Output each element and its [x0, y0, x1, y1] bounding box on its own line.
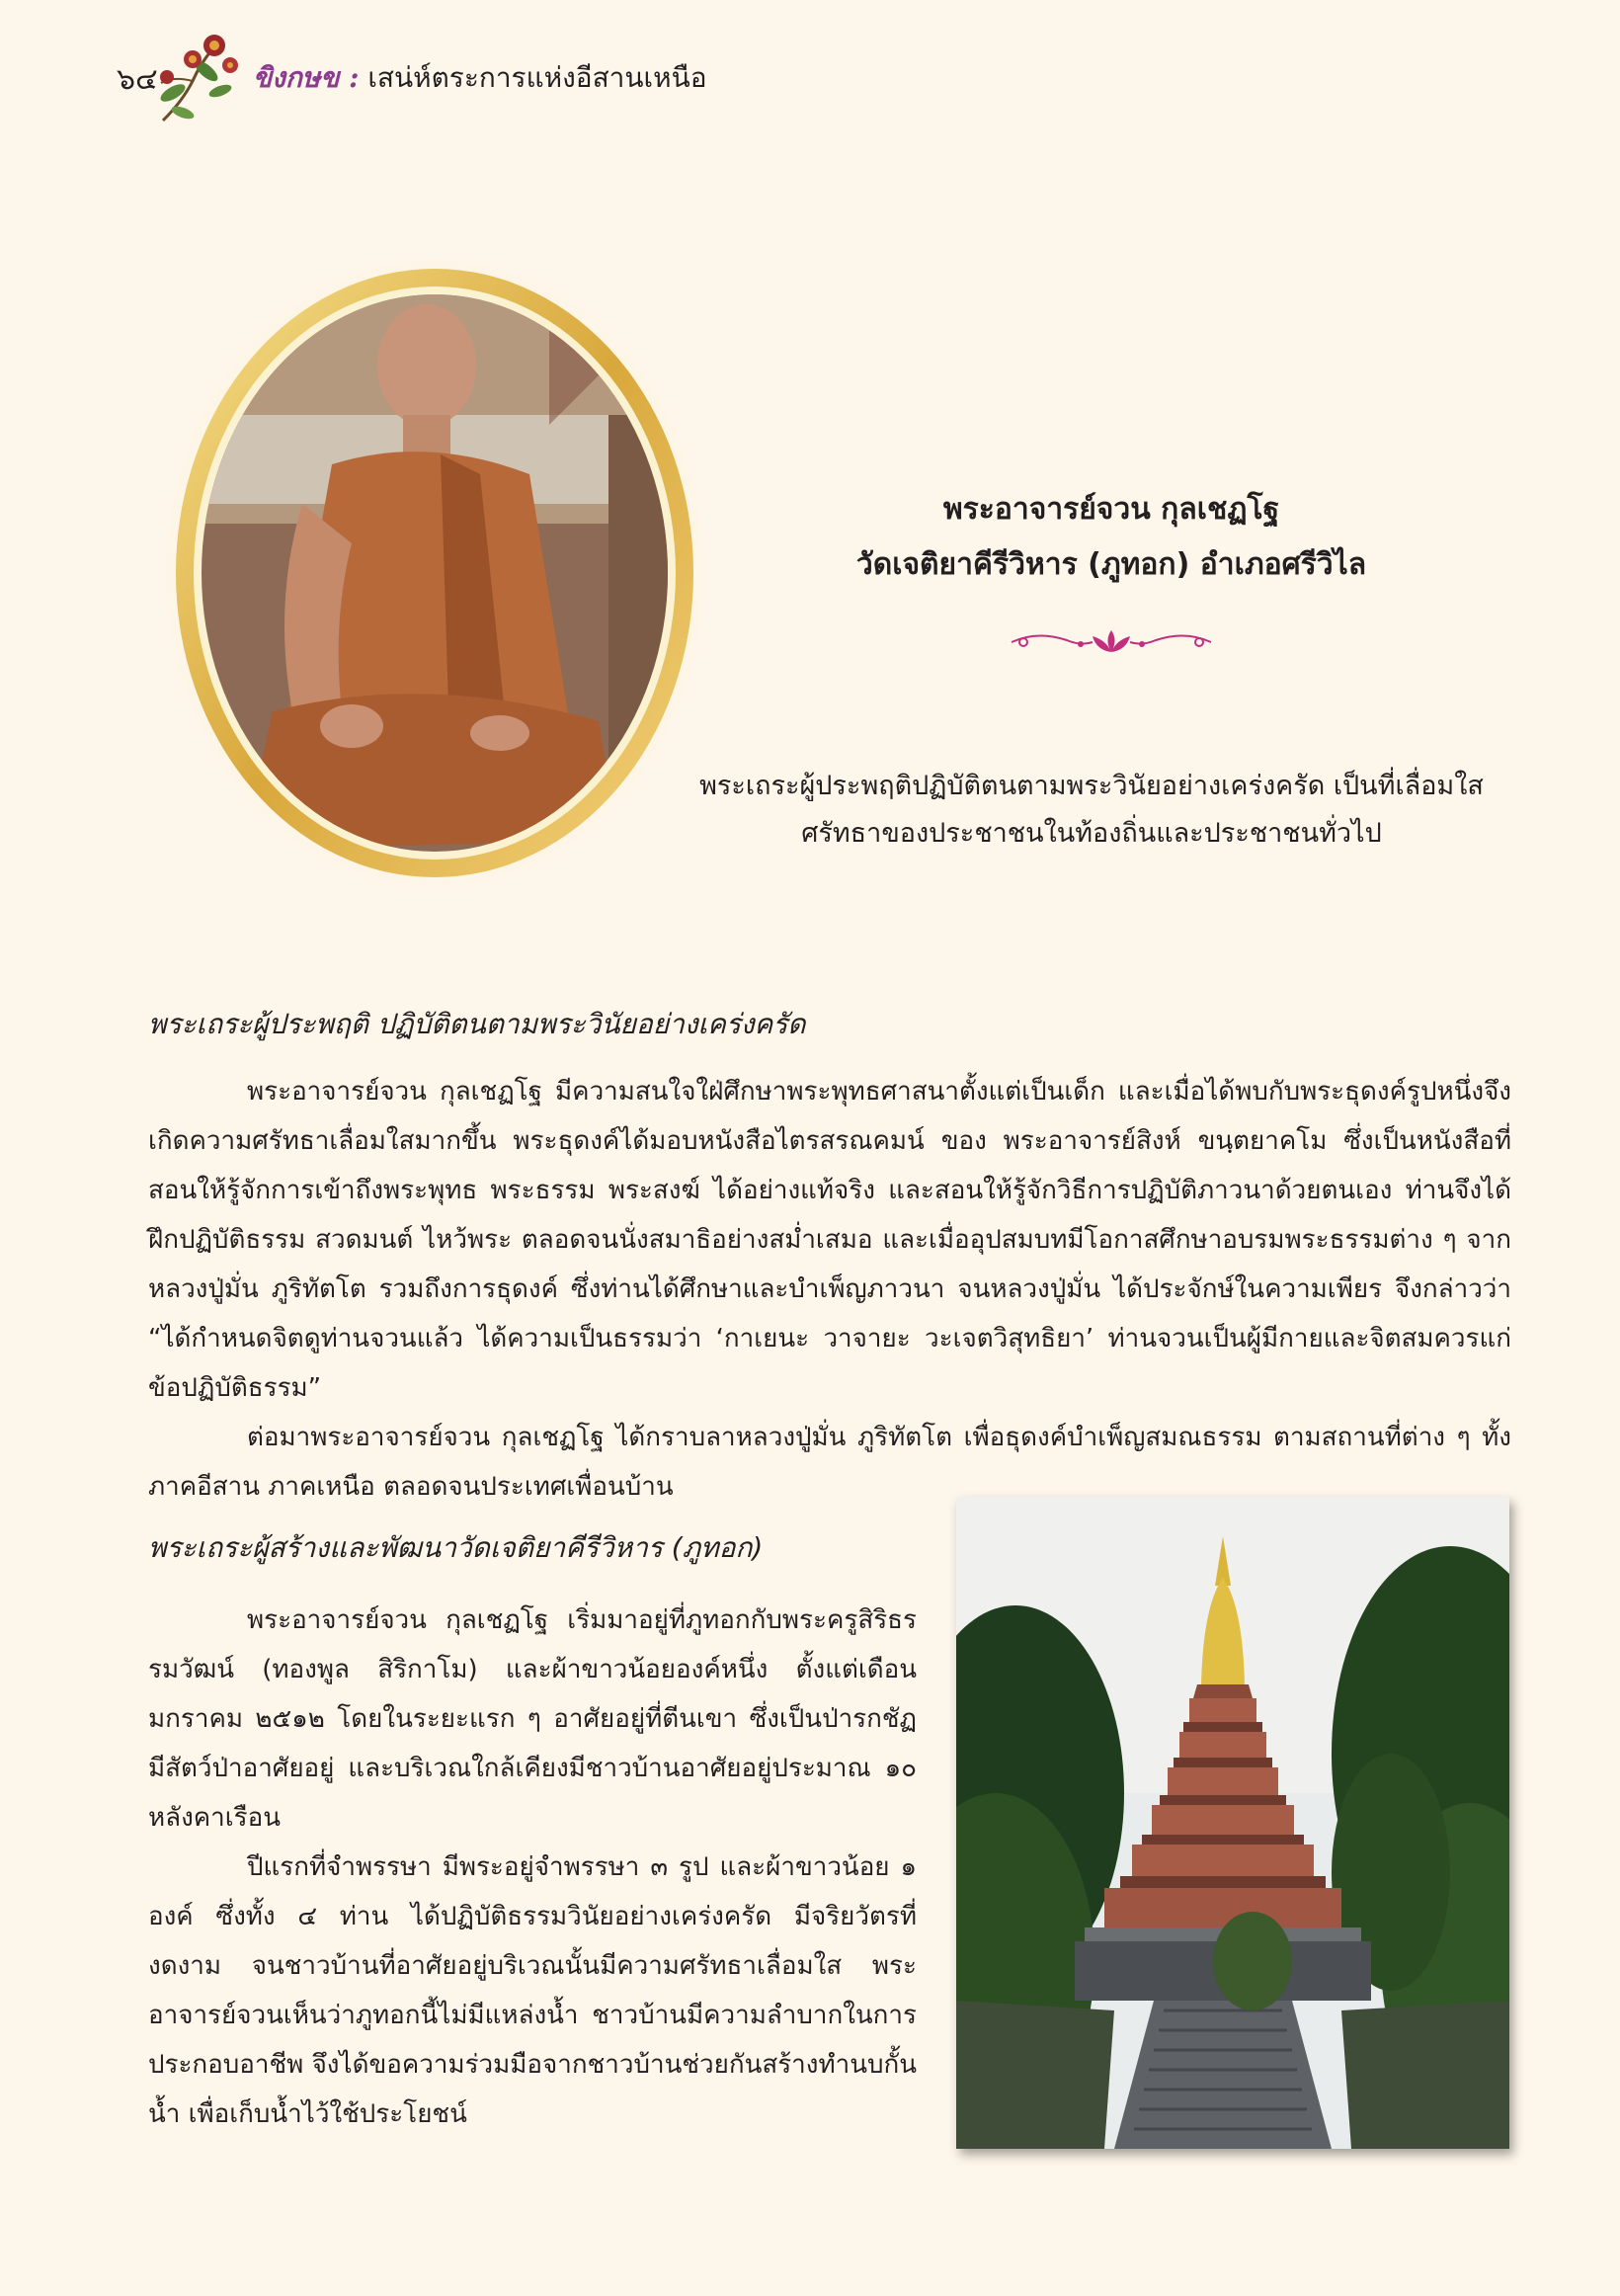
section-2-heading: พระเถระผู้สร้างและพัฒนาวัดเจติยาคีรีวิหาร (ภูทอก): [148, 1531, 764, 1564]
section-2-paragraph-2: ปีแรกที่จำพรรษา มีพระอยู่จำพรรษา ๓ รูป และผ้าขาวน้อย ๑ องค์ ซึ่งทั้ง ๔ ท่าน ได้ปฏิบัติธรรมวินัยอย่างเคร่งครัด มีจริยวัตรที่งดงาม จนชาวบ้านที่อาศัยอยู่บริเวณนั้นมีความศรัทธาเลื่อมใส พระอาจารย์จวนเห็นว่าภูทอกนี้ไม่มีแหล่งน้ำ ชาวบ้านมีความลำบากในการประกอบอาชีพ จึงได้ขอความร่วมมือจากชาวบ้านช่วยกันสร้างทำนบกั้นน้ำ เพื่อเก็บน้ำไว้ใช้ประโยชน์: [148, 1852, 917, 2129]
section-1-paragraph-2: ต่อมาพระอาจารย์จวน กุลเชฏโฐ ได้กราบลาหลวงปู่มั่น ภูริทัตโต เพื่อธุดงค์บำเพ็ญสมณธรรม ตามสถานที่ต่าง ๆ ทั้งภาคอีสาน ภาคเหนือ ตลอดจนประเทศเพื่อนบ้าน: [148, 1423, 1511, 1502]
book-brand: ขิงกษข :: [253, 61, 360, 94]
section-1-body: [148, 1067, 1511, 1512]
caption-description-line-2: ศรัทธาของประชาชนในท้องถิ่นและประชาชนทั่วไป: [801, 818, 1382, 849]
flower-decoration-icon: [143, 22, 250, 132]
header-title: [253, 56, 707, 100]
caption-description-line-1: พระเถระผู้ประพฤติปฏิบัติตนตามพระวินัยอย่างเคร่งครัด เป็นที่เลื่อมใส: [699, 771, 1484, 801]
section-1-heading: พระเถระผู้ประพฤติ ปฏิบัติตนตามพระวินัยอย่างเคร่งครัด: [148, 1008, 806, 1040]
caption-name: พระอาจารย์จวน กุลเชฏโฐ: [942, 492, 1280, 527]
monk-portrait: [154, 247, 715, 899]
stupa-photo: [956, 1497, 1509, 2149]
book-subtitle: เสน่ห์ตระการแห่งอีสานเหนือ: [367, 61, 707, 94]
section-1-paragraph-1: พระอาจารย์จวน กุลเชฏโฐ มีความสนใจใฝ่ศึกษาพระพุทธศาสนาตั้งแต่เป็นเด็ก และเมื่อได้พบกับพระธุดงค์รูปหนึ่งจึงเกิดความศรัทธาเลื่อมใสมากขึ้น พระธุดงค์ได้มอบหนังสือไตรสรณคมน์ ของ พระอาจารย์สิงห์ ขนฺตยาคโม ซึ่งเป็นหนังสือที่สอนให้รู้จักการเข้าถึงพระพุทธ พระธรรม พระสงฆ์ ได้อย่างแท้จริง และสอนให้รู้จักวิธีการปฏิบัติภาวนาด้วยตนเอง ท่านจึงได้ฝึกปฏิบัติธรรม สวดมนต์ ไหว้พระ ตลอดจนนั่งสมาธิอย่างสม่ำเสมอ และเมื่ออุปสมบทมีโอกาสศึกษาอบรมพระธรรมต่าง ๆ จากหลวงปู่มั่น ภูริทัตโต รวมถึงการธุดงค์ ซึ่งท่านได้ศึกษาและบำเพ็ญภาวนา จนหลวงปู่มั่น ได้ประจักษ์ในความเพียร จึงกล่าวว่า “ได้กำหนดจิตดูท่านจวนแล้ว ได้ความเป็นธรรมว่า ‘กาเยนะ วาจายะ วะเจตวิสุทธิยา’ ท่านจวนเป็นผู้มีกายและจิตสมควรแก่ข้อปฏิบัติธรรม”: [148, 1077, 1511, 1403]
section-2-body: [148, 1596, 917, 2139]
caption-place: วัดเจติยาคีรีวิหาร (ภูทอก) อำเภอศรีวิไล: [855, 547, 1367, 582]
page-number: ๖๔: [117, 62, 158, 97]
section-2-paragraph-1: พระอาจารย์จวน กุลเชฏโฐ เริ่มมาอยู่ที่ภูทอกกับพระครูสิริธรรมวัฒน์ (ทองพูล สิริกาโม) และผ้าขาวน้อยองค์หนึ่ง ตั้งแต่เดือนมกราคม ๒๕๑๒ โดยในระยะแรก ๆ อาศัยอยู่ที่ตีนเขา ซึ่งเป็นป่ารกชัฏ มีสัตว์ป่าอาศัยอยู่ และบริเวณใกล้เคียงมีชาวบ้านอาศัยอยู่ประมาณ ๑๐ หลังคาเรือน: [148, 1605, 917, 1833]
lotus-ornament-icon: [1008, 626, 1215, 658]
caption-description: [682, 763, 1501, 858]
